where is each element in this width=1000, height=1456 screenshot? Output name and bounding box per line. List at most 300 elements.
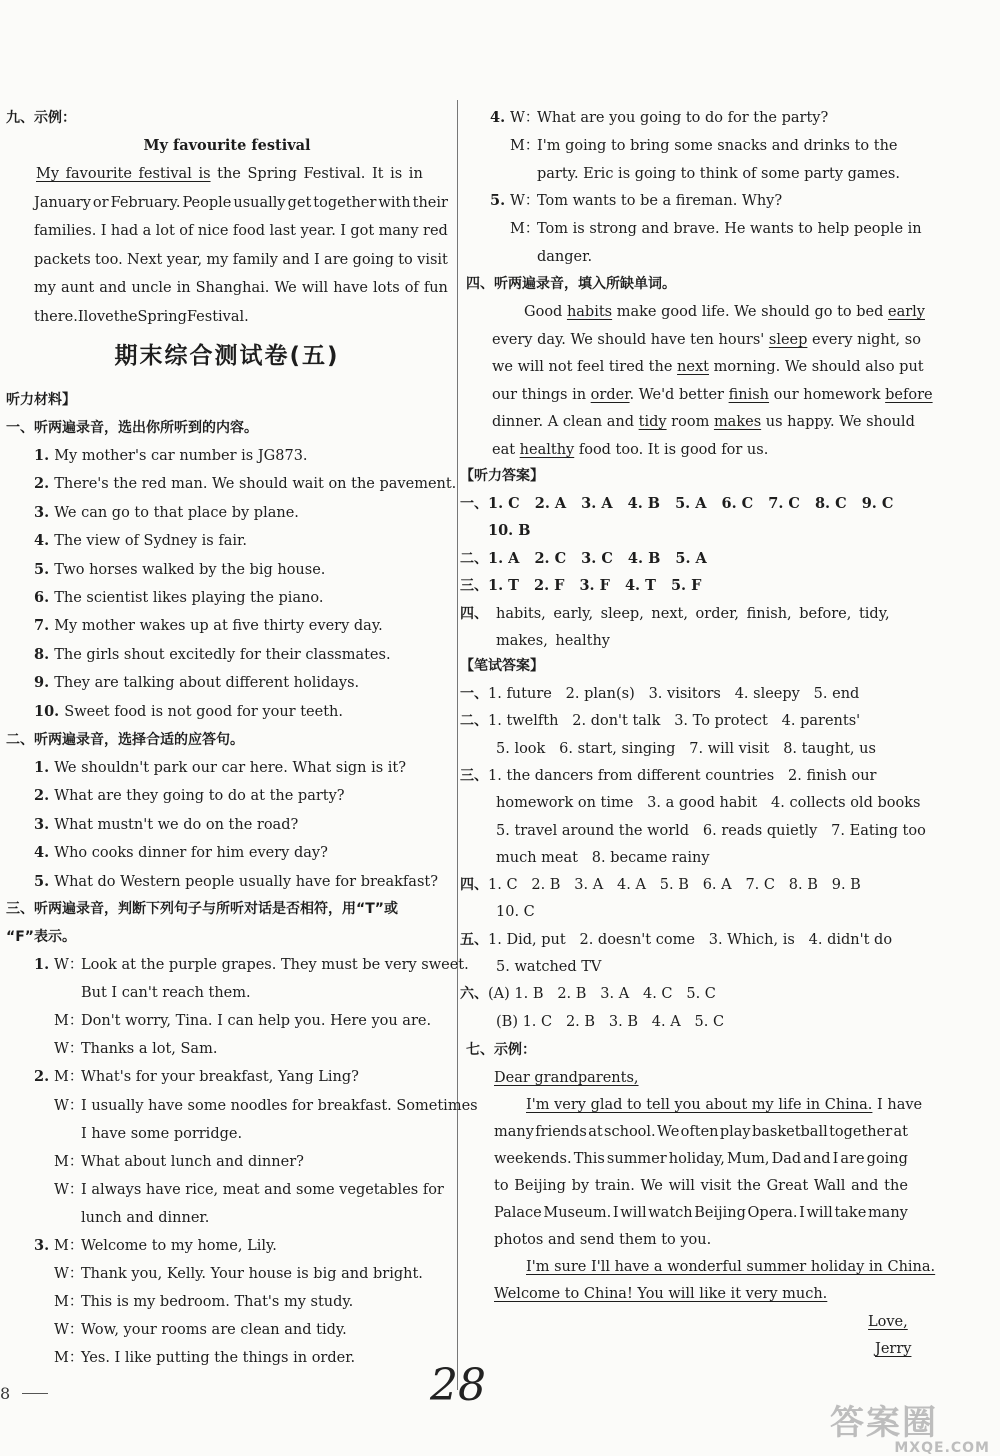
passage-answer-word: makes xyxy=(713,414,762,431)
listen-item-text: There's the red man. We should wait on the pavement. xyxy=(54,476,457,493)
written-answer-text: 5. watched TV xyxy=(496,959,602,975)
dialog-line: I usually have some noodles for breakfast. Sometimes xyxy=(81,1097,478,1114)
answer-row xyxy=(488,494,908,514)
section-three-heading-line1: 三、听两遍录音，判断下列句子与所听对话是否相符，用“T”或 xyxy=(6,901,398,917)
essay-word: their xyxy=(412,194,448,211)
passage-answer-word: healthy xyxy=(519,442,575,458)
listen-item-text: The girls shout excitedly for their classmates. xyxy=(54,646,391,663)
dialog-line: What's for your breakfast, Yang Ling? xyxy=(81,1069,359,1086)
essay-word: I xyxy=(100,223,107,240)
passage-answer-word: finish xyxy=(728,386,770,403)
listen-item-number: 9. xyxy=(34,674,55,692)
listen-item-text: Sweet food is not good for your teeth. xyxy=(64,703,343,720)
letter-closing: Love, xyxy=(868,1314,908,1330)
answer-item: 2. F xyxy=(533,577,565,595)
answer-section-prefix: 四、 xyxy=(460,877,488,894)
essay-word: last xyxy=(269,223,297,240)
essay-word: year, xyxy=(166,251,203,268)
dialog-speaker: W： xyxy=(54,1266,84,1283)
passage-answer-word: tidy xyxy=(638,414,667,431)
passage-answer-word: sleep xyxy=(768,331,808,348)
essay-word: year. xyxy=(300,223,336,240)
essay-word: fun xyxy=(423,280,448,297)
listen-item xyxy=(34,588,324,608)
essay-word: packets xyxy=(34,251,91,268)
answer-item: 5. A xyxy=(675,549,707,567)
passage-line xyxy=(492,440,908,460)
letter-word: Opera. xyxy=(747,1205,798,1221)
letter-body-line xyxy=(494,1203,908,1223)
listen-item-number: 3. xyxy=(34,503,55,521)
letter-word: Mum, xyxy=(726,1151,770,1167)
essay-word: are xyxy=(324,251,349,268)
letter-word: the xyxy=(884,1178,908,1194)
dialog-speaker: W： xyxy=(510,193,540,210)
dialog-line: Don't worry, Tina. I can help you. Here you are. xyxy=(81,1013,432,1030)
passage-text: dinner. A clean and xyxy=(492,414,639,431)
dialog-speaker: W： xyxy=(54,1322,84,1339)
written-answer-text: 1. future 2. plan(s) 3. visitors 4. sleepy 5. end xyxy=(488,686,860,702)
passage-answer-word: order xyxy=(590,386,630,403)
letter-line xyxy=(494,1284,827,1304)
response-item xyxy=(34,843,328,863)
dialog-speaker: W： xyxy=(54,1041,84,1058)
letter-word: play xyxy=(719,1124,751,1140)
column-divider xyxy=(457,100,458,1390)
letter-underlined-sentence: I'm sure I'll have a wonderful summer holiday in China. xyxy=(526,1259,936,1275)
listen-item xyxy=(34,673,359,693)
letter-word: This xyxy=(573,1151,605,1167)
listen-item-number: 2. xyxy=(34,475,55,493)
written-answer-text: homework on time 3. a good habit 4. collects old books xyxy=(496,795,921,812)
listening-answers-header: 【听力答案】 xyxy=(460,468,544,484)
answer-item: 8. C xyxy=(814,495,847,512)
answer-item: 3. C xyxy=(581,549,613,567)
letter-word: and xyxy=(851,1178,879,1194)
letter-body-line xyxy=(494,1122,908,1142)
passage-answer-word: before xyxy=(885,386,933,403)
answer-item: 9. C xyxy=(861,495,894,512)
essay-word: my xyxy=(206,251,229,268)
essay-word: visit xyxy=(417,251,448,268)
dialog-number: 5. xyxy=(490,192,506,210)
dialog-number: 4. xyxy=(490,109,506,126)
essay-word: nice xyxy=(197,223,229,240)
listening-material-header: 听力材料】 xyxy=(6,392,76,408)
letter-word: to xyxy=(494,1178,509,1194)
listen-item xyxy=(34,446,308,466)
passage-line xyxy=(524,302,925,322)
answer-row xyxy=(488,521,546,541)
section-nine-heading: 九、示例： xyxy=(6,110,76,126)
listen-item-text: They are talking about different holidays. xyxy=(54,675,360,692)
passage-text: our things in xyxy=(492,386,591,403)
answer-section-prefix: 三、 xyxy=(460,767,488,784)
letter-word: and xyxy=(803,1151,831,1167)
written-answer-text: (A) 1. B 2. B 3. A 4. C 5. C xyxy=(488,986,716,1003)
listen-item-number: 4. xyxy=(34,532,55,550)
essay-word: red xyxy=(423,223,448,240)
answer-item: 5. A xyxy=(675,495,707,512)
listen-item xyxy=(34,560,325,580)
letter-word: friends xyxy=(535,1124,587,1140)
answer-row xyxy=(488,549,722,569)
letter-word: summer xyxy=(606,1151,667,1167)
listen-item-number: 6. xyxy=(34,589,55,606)
letter-word: Dad xyxy=(771,1151,802,1167)
essay-word: lots xyxy=(373,280,400,297)
essay-word: to xyxy=(398,251,413,268)
dialog-line: Tom is strong and brave. He wants to help people in xyxy=(537,221,922,238)
essay-word: or xyxy=(92,194,109,211)
essay-word: going xyxy=(352,251,394,268)
dialog-line: Tom wants to be a fireman. Why? xyxy=(537,193,783,210)
dialog-line: danger. xyxy=(537,249,593,265)
letter-body-line xyxy=(494,1149,908,1169)
passage-line xyxy=(492,412,915,432)
answer-item: 1. T xyxy=(488,577,519,595)
dialog-line: Welcome to my home, Lily. xyxy=(81,1238,277,1254)
listen-item xyxy=(34,645,391,665)
letter-underlined-sentence: I'm very glad to tell you about my life in China. xyxy=(526,1097,873,1113)
essay-word: and xyxy=(282,251,310,268)
dialog-line: I'm going to bring some snacks and drinks to the xyxy=(537,137,898,154)
letter-signature: Jerry xyxy=(875,1341,912,1357)
response-item xyxy=(34,815,298,835)
letter-word: by xyxy=(571,1178,590,1194)
essay-word: Festival. xyxy=(186,309,249,325)
essay-word: the xyxy=(113,309,138,325)
passage-line xyxy=(492,330,921,350)
answer-section-prefix: 二、 xyxy=(460,550,488,567)
essay-word: will xyxy=(301,280,329,297)
passage-text: make good life. We should go to bed xyxy=(612,304,888,320)
dialog-number: 1. xyxy=(34,956,50,973)
passage-answer-word: habits xyxy=(566,304,613,320)
passage-text: every day. We should have ten hours' xyxy=(492,331,769,348)
essay-line xyxy=(34,193,448,213)
essay-word: there. xyxy=(34,309,78,325)
response-item-number: 3. xyxy=(34,815,55,833)
essay-line-rest: the Spring Festival. It is in xyxy=(210,166,423,182)
essay-word: together xyxy=(313,194,377,211)
passage-text: our homework xyxy=(769,386,886,403)
written-answer-text: 1. C 2. B 3. A 4. A 5. B 6. A 7. C 8. B 9. B xyxy=(488,877,861,894)
letter-word: weekends. xyxy=(494,1151,572,1167)
essay-word: get xyxy=(287,194,312,211)
essay-word: family xyxy=(232,251,278,268)
letter-word: train. xyxy=(594,1178,635,1194)
answer-section-prefix: 四、 xyxy=(460,605,488,622)
answer-item: 3. A xyxy=(581,495,613,512)
written-answer-text: (B) 1. C 2. B 3. B 4. A 5. C xyxy=(496,1013,725,1030)
listen-item-number: 8. xyxy=(34,645,55,663)
letter-word: We xyxy=(657,1124,680,1140)
written-answer-text: much meat 8. became rainy xyxy=(496,849,710,866)
answer-section-prefix: 五、 xyxy=(460,931,488,948)
letter-word: We xyxy=(640,1178,663,1194)
letter-word: Beijing xyxy=(514,1178,566,1194)
listen-item xyxy=(34,503,299,523)
answer-item: 1. A xyxy=(488,549,520,567)
essay-line xyxy=(34,278,448,298)
letter-word: I xyxy=(832,1151,839,1167)
essay-word: love xyxy=(83,309,114,325)
letter-word: the xyxy=(737,1178,761,1194)
dialog-speaker: M： xyxy=(54,1294,84,1311)
dialog-speaker: W： xyxy=(54,1097,84,1114)
answer-item: 1. C xyxy=(488,495,520,512)
essay-line xyxy=(34,221,448,241)
section-three-heading-line2: “F”表示。 xyxy=(6,929,76,945)
dialog-number: 2. xyxy=(34,1068,50,1086)
written-answer-text: 1. the dancers from different countries 2. finish our xyxy=(488,767,877,784)
dialog-line: party. Eric is going to think of some party games. xyxy=(537,165,900,182)
letter-greeting: Dear grandparents, xyxy=(494,1070,639,1086)
letter-word: Museum. xyxy=(543,1205,612,1221)
listen-item-number: 7. xyxy=(34,617,55,635)
dialog-speaker: M： xyxy=(54,1153,84,1170)
passage-answer-word: early xyxy=(888,304,925,320)
dialog-line: Look at the purple grapes. They must be very sweet. xyxy=(81,957,469,973)
answer-item: 2. A xyxy=(534,495,567,512)
essay-word: People xyxy=(182,194,232,211)
listen-item-number: 10. xyxy=(34,702,65,720)
dialog-speaker: M： xyxy=(510,221,540,238)
response-item xyxy=(34,786,345,806)
passage-text: eat xyxy=(492,442,520,458)
letter-underlined-sentence: Welcome to China! You will like it very much. xyxy=(494,1286,828,1302)
essay-word: had xyxy=(110,223,139,240)
listen-item-text: The view of Sydney is fair. xyxy=(54,533,247,550)
letter-word: at xyxy=(588,1124,603,1140)
dialog-speaker: M： xyxy=(510,137,540,154)
answer-section-prefix: 二、 xyxy=(460,713,488,730)
essay-word: lot xyxy=(155,223,175,240)
essay-line xyxy=(34,250,448,270)
dialog-speaker: W： xyxy=(510,110,540,126)
letter-word: many xyxy=(494,1124,534,1140)
dialog-line: But I can't reach them. xyxy=(81,985,251,1002)
dialog-speaker: M： xyxy=(54,1013,84,1030)
letter-word: many xyxy=(867,1205,908,1221)
letter-word: take xyxy=(834,1205,867,1221)
essay-word: February. xyxy=(110,194,181,211)
response-item-number: 1. xyxy=(34,759,55,776)
letter-word: visit xyxy=(700,1178,732,1194)
dialog-speaker: M： xyxy=(54,1069,84,1086)
essay-word: aunt xyxy=(61,280,95,297)
dialog-line: Thank you, Kelly. Your house is big and bright. xyxy=(81,1266,423,1283)
response-item xyxy=(34,758,406,778)
listen-item-text: The scientist likes playing the piano. xyxy=(54,590,324,606)
dialog-line: lunch and dinner. xyxy=(81,1209,210,1226)
letter-body-line: photos and send them to you. xyxy=(494,1232,712,1248)
answer-item: 2. C xyxy=(534,549,567,567)
essay-word: with xyxy=(378,194,411,211)
essay-word: of xyxy=(179,223,194,240)
dialog-speaker: M： xyxy=(54,1350,84,1367)
essay-word: Shanghai. xyxy=(195,280,270,297)
passage-text: us happy. We should xyxy=(761,414,915,431)
dialog-line: I have some porridge. xyxy=(81,1125,243,1142)
essay-line xyxy=(34,307,448,327)
watermark-logo xyxy=(830,1395,996,1456)
essay-word: a xyxy=(142,223,152,240)
response-item-text: What do Western people usually have for breakfast? xyxy=(54,873,438,890)
passage-text: food too. It is good for us. xyxy=(574,442,769,458)
essay-word: in xyxy=(176,280,191,297)
essay-word: I xyxy=(313,251,320,268)
letter-word: I xyxy=(612,1205,619,1221)
letter-word: holiday, xyxy=(668,1151,725,1167)
letter-word: Wall xyxy=(813,1178,846,1194)
answer-section-prefix: 一、 xyxy=(460,686,488,702)
essay-word: I xyxy=(77,309,84,325)
letter-line xyxy=(526,1095,922,1115)
dialog-line: I always have rice, meat and some vegetables for xyxy=(81,1181,444,1198)
listen-item xyxy=(34,531,247,551)
dialog-line: Yes. I like putting the things in order. xyxy=(81,1350,356,1367)
passage-answer-word: next xyxy=(677,359,709,376)
dialog-speaker: M： xyxy=(54,1238,84,1254)
answer-item: 3. F xyxy=(579,577,610,595)
section-seven-heading: 七、示例： xyxy=(466,1042,536,1058)
corner-page-mark: 8 xyxy=(0,1384,11,1403)
passage-text: . We'd better xyxy=(629,386,729,403)
essay-title: My favourite festival xyxy=(143,137,311,154)
essay-word: food xyxy=(232,223,266,240)
listen-item xyxy=(34,474,456,494)
essay-word: uncle xyxy=(131,280,172,297)
passage-text: Good xyxy=(524,304,567,320)
response-item-text: What mustn't we do on the road? xyxy=(54,816,299,833)
passage-line xyxy=(492,385,933,405)
letter-word: will xyxy=(620,1205,647,1221)
written-answer-text: 1. twelfth 2. don't talk 3. To protect 4. parents' xyxy=(488,713,861,730)
answer-item: 5. F xyxy=(670,577,702,595)
passage-text: every night, so xyxy=(807,331,921,348)
letter-word: going xyxy=(866,1151,908,1167)
answer-item: 4. B xyxy=(627,549,661,567)
letter-word: will xyxy=(668,1178,695,1194)
dialog-speaker: W： xyxy=(54,957,84,973)
letter-body-line xyxy=(494,1176,908,1196)
response-item-text: Who cooks dinner for him every day? xyxy=(54,845,328,862)
essay-word: Next xyxy=(127,251,163,268)
answer-section-prefix: 六、 xyxy=(460,986,488,1003)
essay-word: many xyxy=(378,223,419,240)
answer-row xyxy=(488,576,716,596)
letter-word: school. xyxy=(604,1124,656,1140)
dialog-speaker: W： xyxy=(54,1181,84,1198)
watermark-sub: MXQE.COM xyxy=(894,1440,990,1456)
essay-line xyxy=(36,164,448,184)
essay-word: of xyxy=(404,280,419,297)
exam-title: 期末综合测试卷(五) xyxy=(114,343,340,369)
answer-text: habits, early, sleep, next, order, finish, before, tidy, xyxy=(496,605,890,622)
dialog-line: Thanks a lot, Sam. xyxy=(81,1041,218,1058)
answer-item: 10. B xyxy=(488,522,531,540)
listen-item-text: We can go to that place by plane. xyxy=(54,504,299,521)
letter-text: I have xyxy=(872,1097,923,1113)
written-answer-text: 5. travel around the world 6. reads quietly 7. Eating too xyxy=(496,822,926,839)
written-answer-text: 1. Did, put 2. doesn't come 3. Which, is 4. didn't do xyxy=(488,931,893,948)
dialog-number: 3. xyxy=(34,1237,50,1254)
essay-word: Spring xyxy=(137,309,187,325)
response-item-number: 5. xyxy=(34,872,55,890)
listen-item-number: 1. xyxy=(34,447,55,464)
listen-item-text: Two horses walked by the big house. xyxy=(54,561,326,578)
letter-line xyxy=(526,1257,935,1277)
dialog-line: This is my bedroom. That's my study. xyxy=(81,1294,354,1311)
dialog-line: What are you going to do for the party? xyxy=(537,110,829,126)
answer-section-prefix: 一、 xyxy=(460,496,488,512)
dialog-line: What about lunch and dinner? xyxy=(81,1153,304,1170)
letter-word: Great xyxy=(766,1178,809,1194)
letter-word: together xyxy=(829,1124,893,1140)
answer-item: 4. T xyxy=(624,577,656,595)
answer-item: 7. C xyxy=(768,495,800,512)
answer-section-prefix: 三、 xyxy=(460,578,488,595)
letter-word: Beijing xyxy=(694,1205,746,1221)
essay-word: January xyxy=(34,194,91,211)
page-number: 28 xyxy=(430,1360,486,1411)
letter-word: basketball xyxy=(751,1124,828,1140)
letter-word: at xyxy=(893,1124,908,1140)
essay-word: families. xyxy=(34,223,97,240)
corner-rule xyxy=(22,1393,48,1394)
letter-word: are xyxy=(840,1151,865,1167)
passage-text: room xyxy=(666,414,714,431)
letter-word: watch xyxy=(648,1205,693,1221)
essay-word: have xyxy=(333,280,368,297)
response-item-number: 2. xyxy=(34,787,55,805)
section-one-heading: 一、听两遍录音，选出你所听到的内容。 xyxy=(6,420,258,436)
response-item-text: We shouldn't park our car here. What sign is it? xyxy=(54,760,407,776)
listen-item xyxy=(34,702,343,722)
essay-word: got xyxy=(350,223,375,240)
written-answer-text: 10. C xyxy=(496,904,535,921)
passage-text: morning. We should also put xyxy=(708,359,924,376)
passage-text: we will not feel tired the xyxy=(492,359,678,376)
essay-word: too. xyxy=(95,251,123,268)
listen-item xyxy=(34,616,383,636)
letter-word: will xyxy=(806,1205,833,1221)
essay-word: and xyxy=(99,280,127,297)
section-two-heading: 二、听两遍录音，选择合适的应答句。 xyxy=(6,732,244,748)
dialog-line: Wow, your rooms are clean and tidy. xyxy=(81,1322,347,1339)
response-item xyxy=(34,872,438,892)
written-answers-header: 【笔试答案】 xyxy=(460,658,544,674)
listen-item-text: My mother's car number is JG873. xyxy=(54,448,308,464)
letter-word: I xyxy=(799,1205,805,1221)
answer-item: 4. B xyxy=(627,495,661,512)
essay-word: usually xyxy=(233,194,286,211)
letter-word: often xyxy=(680,1124,719,1140)
letter-word: Palace xyxy=(494,1205,542,1221)
essay-word: We xyxy=(274,280,297,297)
answer-item: 6. C xyxy=(721,495,754,512)
listen-item-number: 5. xyxy=(34,560,55,578)
written-answer-text: 5. look 6. start, singing 7. will visit 8. taught, us xyxy=(496,740,876,757)
listen-item-text: My mother wakes up at five thirty every day. xyxy=(54,618,383,635)
passage-line xyxy=(492,357,924,377)
essay-word: my xyxy=(34,280,56,297)
response-item-number: 4. xyxy=(34,844,55,862)
section-four-heading: 四、听两遍录音，填入所缺单词。 xyxy=(466,276,676,292)
answer-text: makes, healthy xyxy=(496,633,610,649)
